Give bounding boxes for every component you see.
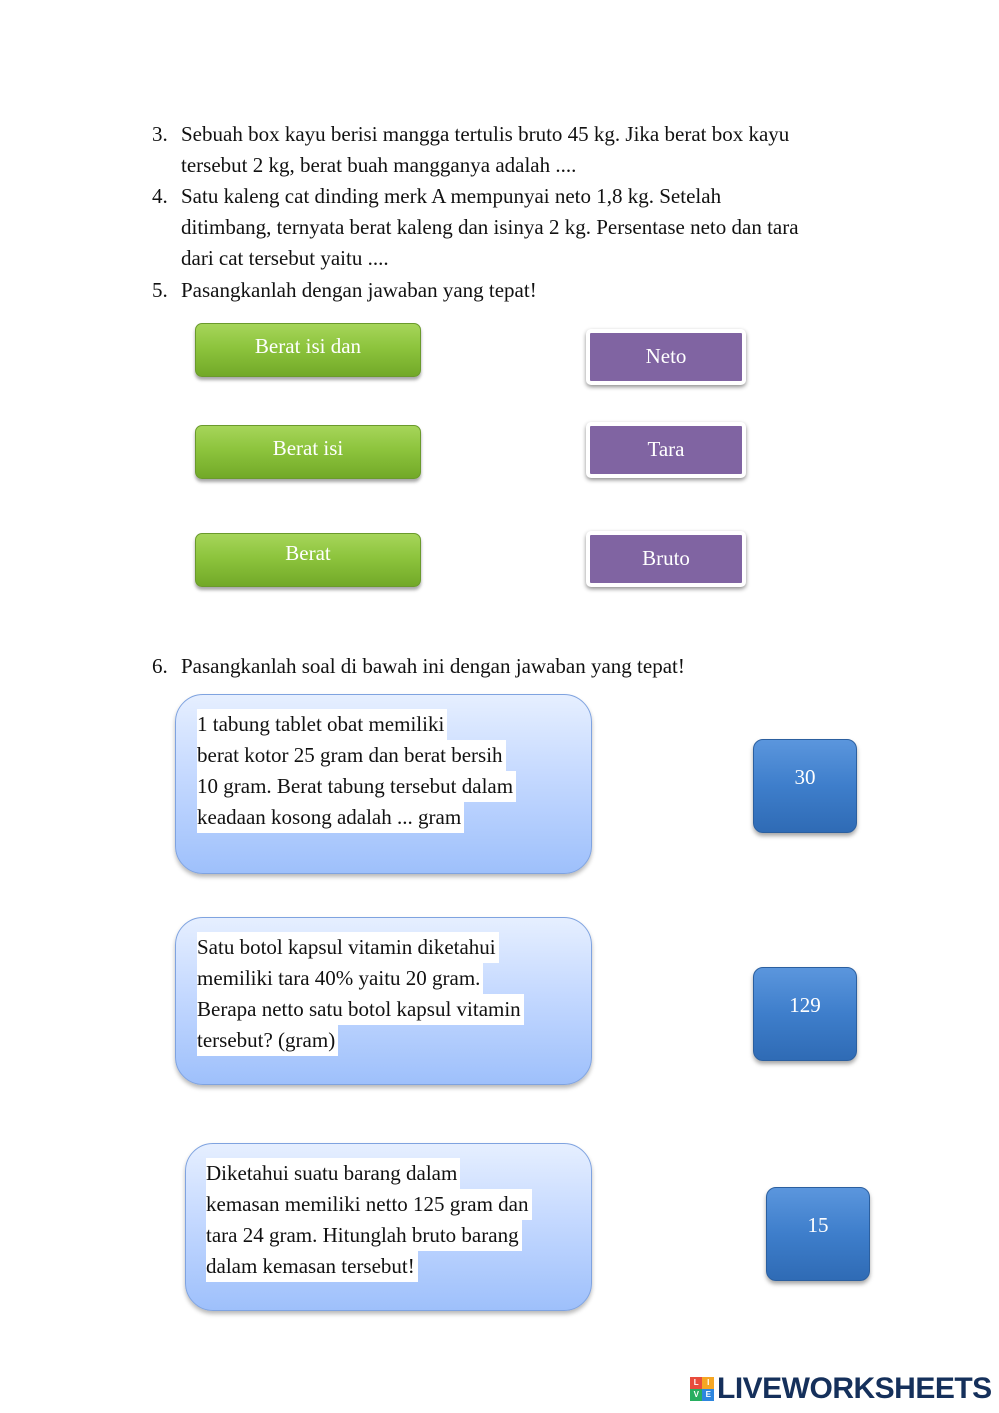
prompt-line: 1 tabung tablet obat memiliki: [197, 709, 447, 740]
match-right-label: Tara: [647, 437, 685, 461]
prompt-line: keadaan kosong adalah ... gram: [197, 802, 464, 833]
match-right-label: Neto: [645, 344, 687, 368]
match-right-item[interactable]: [586, 422, 746, 478]
question-number: 3.: [152, 122, 168, 146]
prompt-line: kemasan memiliki netto 125 gram dan: [206, 1189, 532, 1220]
question-number: 6.: [152, 654, 168, 678]
answer-label: 129: [789, 993, 821, 1017]
question-text: Sebuah box kayu berisi mangga tertulis bruto 45 kg. Jika berat box kayu tersebut 2 kg, berat buah mangganya adalah ....: [181, 122, 790, 177]
match-answer-button[interactable]: [753, 967, 857, 1061]
match-answer-button[interactable]: [766, 1187, 870, 1281]
answer-label: 15: [807, 1213, 829, 1237]
answer-label: 30: [794, 765, 816, 789]
prompt-line: tara 24 gram. Hitunglah bruto barang: [206, 1220, 522, 1251]
prompt-line: dalam kemasan tersebut!: [206, 1251, 418, 1282]
match-prompt-box[interactable]: [185, 1143, 592, 1311]
match-answer-button[interactable]: [753, 739, 857, 833]
prompt-line: berat kotor 25 gram dan berat bersih: [197, 740, 506, 771]
match-right-item[interactable]: [586, 531, 746, 587]
match-left-item[interactable]: [195, 425, 421, 479]
question-text: Satu kaleng cat dinding merk A mempunyai neto 1,8 kg. Setelah ditimbang, ternyata berat kaleng dan isinya 2 kg. Persentase neto dan tara dari cat tersebut yaitu ....: [181, 184, 799, 270]
prompt-line: Satu botol kapsul vitamin diketahui: [197, 932, 499, 963]
liveworksheets-logo-icon: L I V E: [690, 1377, 714, 1401]
match-prompt-box[interactable]: [175, 917, 592, 1085]
match-left-label: Berat: [285, 541, 331, 565]
match-left-item[interactable]: [195, 323, 421, 377]
question-number: 5.: [152, 278, 168, 302]
question-text: Pasangkanlah dengan jawaban yang tepat!: [181, 278, 537, 302]
match-prompt-box[interactable]: [175, 694, 592, 874]
match-left-label: Berat isi: [272, 436, 344, 460]
question-text: Pasangkanlah soal di bawah ini dengan jawaban yang tepat!: [181, 654, 685, 678]
prompt-line: 10 gram. Berat tabung tersebut dalam: [197, 771, 516, 802]
question-number: 4.: [152, 184, 168, 208]
match-right-label: Bruto: [642, 546, 690, 570]
liveworksheets-logo[interactable]: [690, 1372, 992, 1406]
logo-text: LIVEWORKSHEETS: [717, 1372, 992, 1405]
prompt-line: Berapa netto satu botol kapsul vitamin: [197, 994, 524, 1025]
match-left-label: Berat isi dan: [254, 334, 362, 358]
match-right-item[interactable]: [586, 329, 746, 385]
prompt-line: Diketahui suatu barang dalam: [206, 1158, 460, 1189]
match-left-item[interactable]: [195, 533, 421, 587]
prompt-line: memiliki tara 40% yaitu 20 gram.: [197, 963, 483, 994]
prompt-line: tersebut? (gram): [197, 1025, 338, 1056]
